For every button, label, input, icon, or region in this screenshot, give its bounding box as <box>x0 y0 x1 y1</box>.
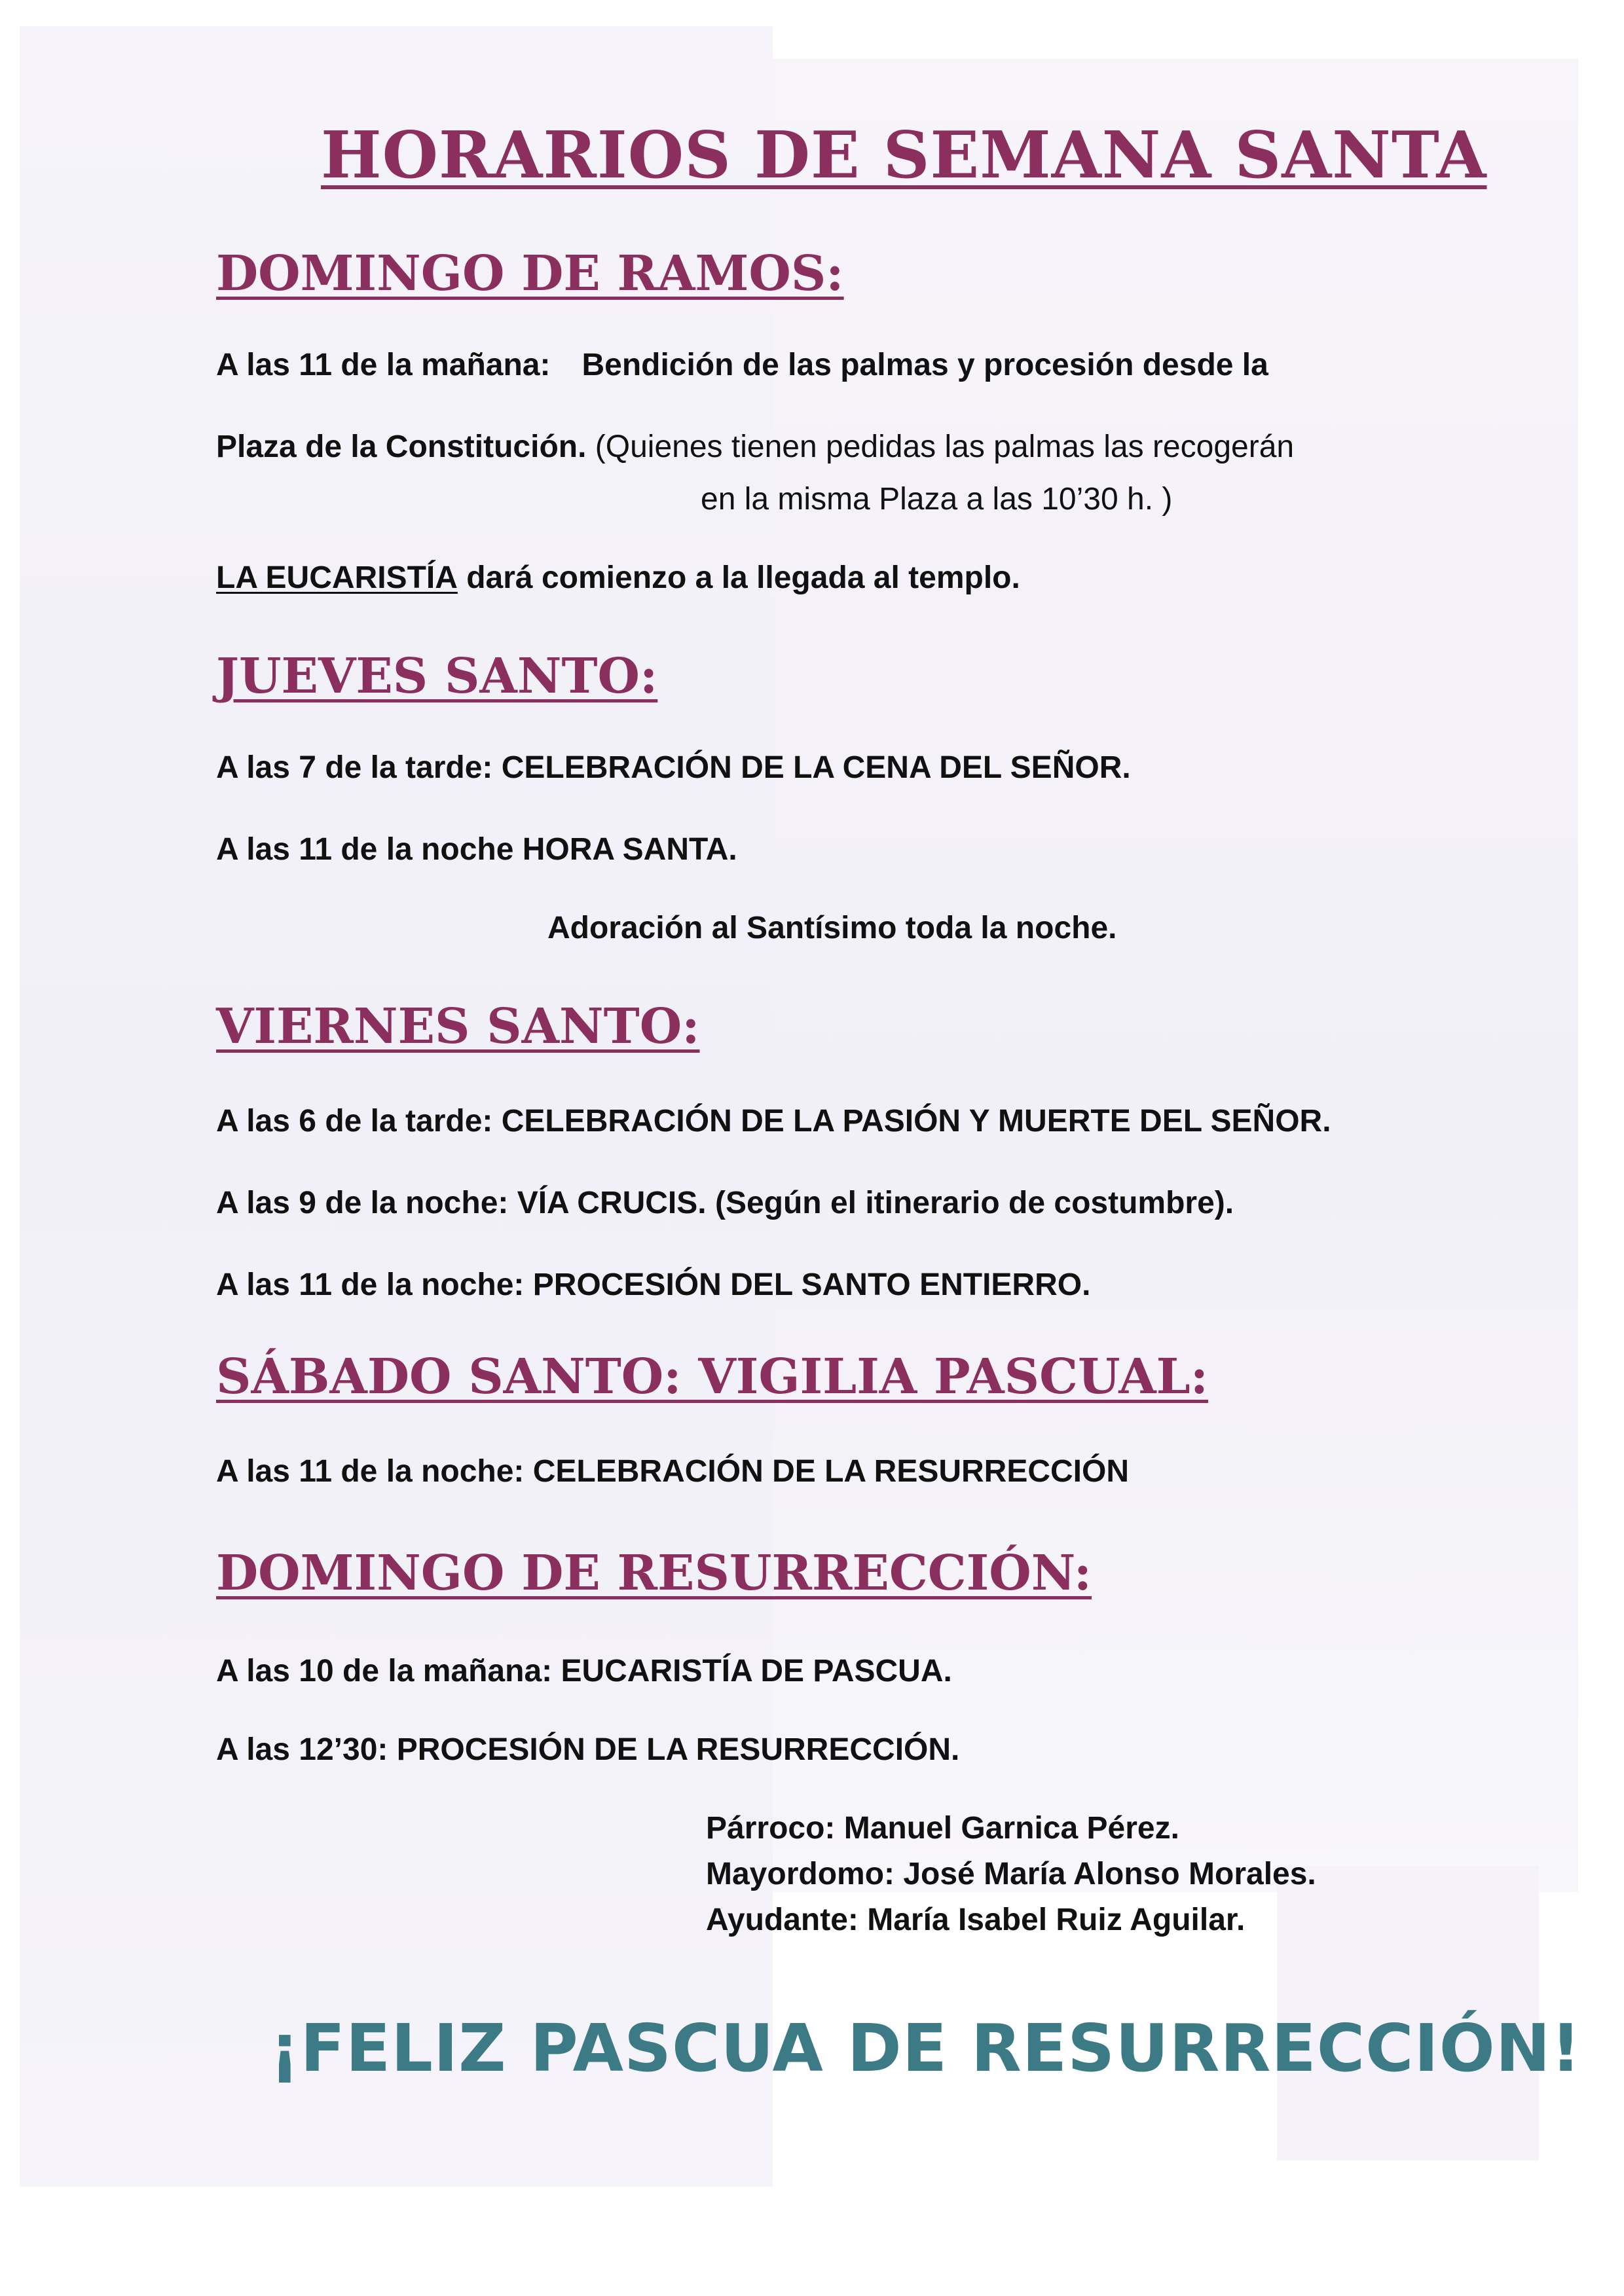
ramos-note-1: (Quienes tienen pedidas las palmas las recogerán <box>595 429 1295 464</box>
jueves-line-3: Adoración al Santísimo toda la noche. <box>547 911 1117 945</box>
signature-ayudante: Ayudante: María Isabel Ruiz Aguilar. <box>706 1903 1246 1937</box>
jueves-line-2: A las 11 de la noche HORA SANTA. <box>216 832 737 867</box>
ramos-line-2 <box>216 429 1294 465</box>
jueves-line-1: A las 7 de la tarde: CELEBRACIÓN DE LA CENA DEL SEÑOR. <box>216 750 1131 785</box>
viernes-line-2-note: (Según el itinerario de costumbre). <box>714 1186 1234 1220</box>
resurreccion-line-2: A las 12’30: PROCESIÓN DE LA RESURRECCIÓN. <box>216 1732 960 1767</box>
ramos-eucharist-text: dará comienzo a la llegada al templo. <box>466 560 1020 595</box>
ramos-note-2: en la misma Plaza a las 10’30 h. ) <box>701 482 1173 517</box>
ramos-time: A las 11 de la mañana: <box>216 348 551 382</box>
page-title: HORARIOS DE SEMANA SANTA <box>321 118 1487 193</box>
ramos-event: Bendición de las palmas y procesión desde la <box>581 348 1268 382</box>
background-scan-right <box>773 59 1578 1892</box>
signature-mayordomo: Mayordomo: José María Alonso Morales. <box>706 1857 1316 1891</box>
signature-parroco: Párroco: Manuel Garnica Pérez. <box>706 1811 1179 1846</box>
sabado-line-1: A las 11 de la noche: CELEBRACIÓN DE LA RESURRECCIÓN <box>216 1454 1130 1489</box>
viernes-line-3: A las 11 de la noche: PROCESIÓN DEL SANTO ENTIERRO. <box>216 1267 1091 1302</box>
viernes-line-2-main: A las 9 de la noche: VÍA CRUCIS. <box>216 1186 707 1220</box>
ramos-eucharist-line <box>216 560 1020 596</box>
heading-domingo-resurreccion: DOMINGO DE RESURRECCIÓN: <box>216 1545 1092 1601</box>
heading-sabado-santo: SÁBADO SANTO: VIGILIA PASCUAL: <box>216 1349 1209 1405</box>
heading-viernes-santo: VIERNES SANTO: <box>216 998 700 1055</box>
ramos-line-1 <box>216 347 1268 383</box>
ramos-place: Plaza de la Constitución. <box>216 429 587 464</box>
closing-greeting: ¡FELIZ PASCUA DE RESURRECCIÓN! <box>270 2010 1581 2086</box>
viernes-line-2 <box>216 1185 1234 1221</box>
resurreccion-line-1: A las 10 de la mañana: EUCARISTÍA DE PASCUA. <box>216 1654 952 1688</box>
viernes-line-1: A las 6 de la tarde: CELEBRACIÓN DE LA PASIÓN Y MUERTE DEL SEÑOR. <box>216 1104 1331 1139</box>
ramos-eucharist-label: LA EUCARISTÍA <box>216 560 458 595</box>
heading-domingo-ramos: DOMINGO DE RAMOS: <box>216 246 844 302</box>
heading-jueves-santo: JUEVES SANTO: <box>216 648 658 704</box>
